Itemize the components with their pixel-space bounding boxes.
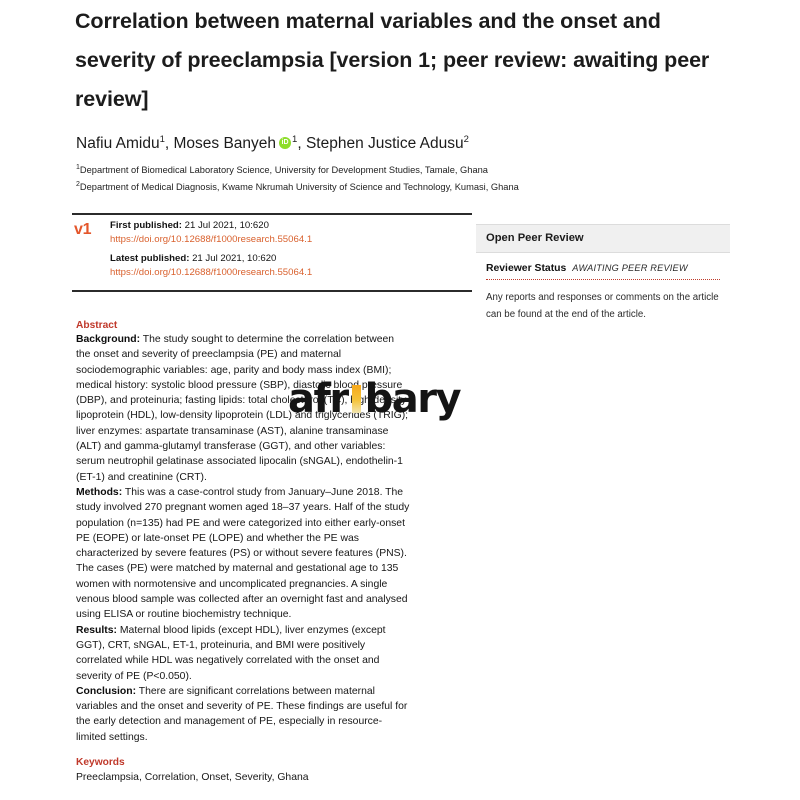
affiliation-marker: 2 [76,180,80,188]
version-badge: v1 [74,221,92,238]
divider-top [72,213,472,215]
open-peer-review-panel [476,224,730,323]
first-published-line [110,219,470,233]
status-badge: AWAITING PEER REVIEW [572,263,688,273]
latest-published-group [110,252,470,280]
abstract-conclusion-label: Conclusion: [76,685,137,697]
abstract-results-label: Results: [76,624,117,636]
abstract-methods-text: This was a case-control study from January–June 2018. The study involved 270 pregnant women aged 18–37 years. Half of the study population (n=135) had PE and were categorized into either early-onset PE (EOPE) or late-onset PE (LOPE) and whether the PE was characterized by severe features (PS) or without severe features (PNS). The cases (PE) were matched by maternal and gestational age to 135 women with normotensive and uncomplicated pregnancies. A single venous blood sample was collected after an overnight fast and analysed using ELISA or routine biochemistry technique. [76,486,410,621]
affiliation-text: Department of Biomedical Laboratory Science, University for Development Studies, Tamale, Ghana [79,165,488,176]
orcid-id-icon[interactable] [279,137,291,149]
author-name-3: , Stephen Justice Adusu [297,135,464,153]
first-published-value: 21 Jul 2021, 10:620 [184,220,269,231]
first-published-group [110,219,470,247]
author-list [76,130,726,154]
open-peer-review-title: Open Peer Review [476,224,730,253]
reviewer-status-label: Reviewer Status [486,263,567,274]
keywords-list: Preeclampsia, Correlation, Onset, Severity, Ghana [76,772,309,783]
author-affil-marker-3: 2 [463,134,469,145]
abstract-results [76,623,410,684]
abstract-body [76,332,410,745]
divider-bottom [72,290,472,292]
latest-published-line [110,252,470,266]
open-peer-review-body [476,253,730,323]
affiliation-marker: 1 [76,164,80,171]
author-affil-marker-2: 1 [292,134,298,145]
abstract-conclusion-text: There are significant correlations between maternal variables and the onset and severity of PE. These findings are useful for the early detection and management of PE, especially in resource-limited settings. [76,685,408,743]
abstract-heading: Abstract [76,320,118,331]
keywords-heading: Keywords [76,757,125,768]
affiliation-item [76,161,736,178]
peer-review-note: Any reports and responses or comments on the article can be found at the end of the article. [486,292,719,320]
author-name-2: , Moses Banyeh [164,135,277,153]
abstract-background-text: The study sought to determine the correlation between the onset and severity of preeclampsia (PE) and maternal sociodemographic variables: age, parity and body mass index (BMI); medical history: systolic blood pressure (SBP), diastolic blood pressure (DBP), and proteinuria; fasting lipids: total cholesterol (TC), high-density lipoprotein (HDL), low-density lipoprotein (LDL) and triglycerides (TRIG); liver enzymes: aspartate transaminase (AST), alanine transaminase (ALT) and gamma-glutamyl transferase (GGT), and other variables: serum neutrophil gelatinase associated lipocalin (sNGAL), endothelin-1 (ET-1) and creatinine (CRT). [76,334,409,483]
author-name-1: Nafiu Amidu [76,135,160,153]
first-published-doi-link[interactable]: https://doi.org/10.12688/f1000research.55064.1 [110,234,313,245]
watermark-part-a: afr [288,376,348,422]
abstract-methods [76,485,410,623]
abstract-methods-label: Methods: [76,486,123,498]
first-published-label: First published: [110,220,182,231]
latest-published-doi-link[interactable]: https://doi.org/10.12688/f1000research.55064.1 [110,267,313,278]
latest-published-label: Latest published: [110,253,190,264]
affiliations [76,161,736,194]
affiliation-item [76,178,736,195]
abstract-background-label: Background: [76,334,141,345]
abstract-background [76,332,410,485]
affiliation-text: Department of Medical Diagnosis, Kwame Nkrumah University of Science and Technology, Kumasi, Ghana [79,181,519,192]
reviewer-status-row [486,263,720,280]
abstract-results-text: Maternal blood lipids (except HDL), liver enzymes (except GGT), CRT, sNGAL, ET-1, proteinuria, and BMI were positively correlated while HDL was negatively correlated with the onset and severity of PE (P<0.050). [76,624,386,682]
latest-published-value: 21 Jul 2021, 10:620 [192,253,277,264]
page-title: Correlation between maternal variables and the onset and severity of preeclampsia [version 1; peer review: awaiting peer review] [75,9,710,111]
version-details [110,219,470,285]
author-affil-marker-1: 1 [159,134,165,145]
watermark-part-b: bary [364,376,461,422]
abstract-conclusion [76,684,410,745]
